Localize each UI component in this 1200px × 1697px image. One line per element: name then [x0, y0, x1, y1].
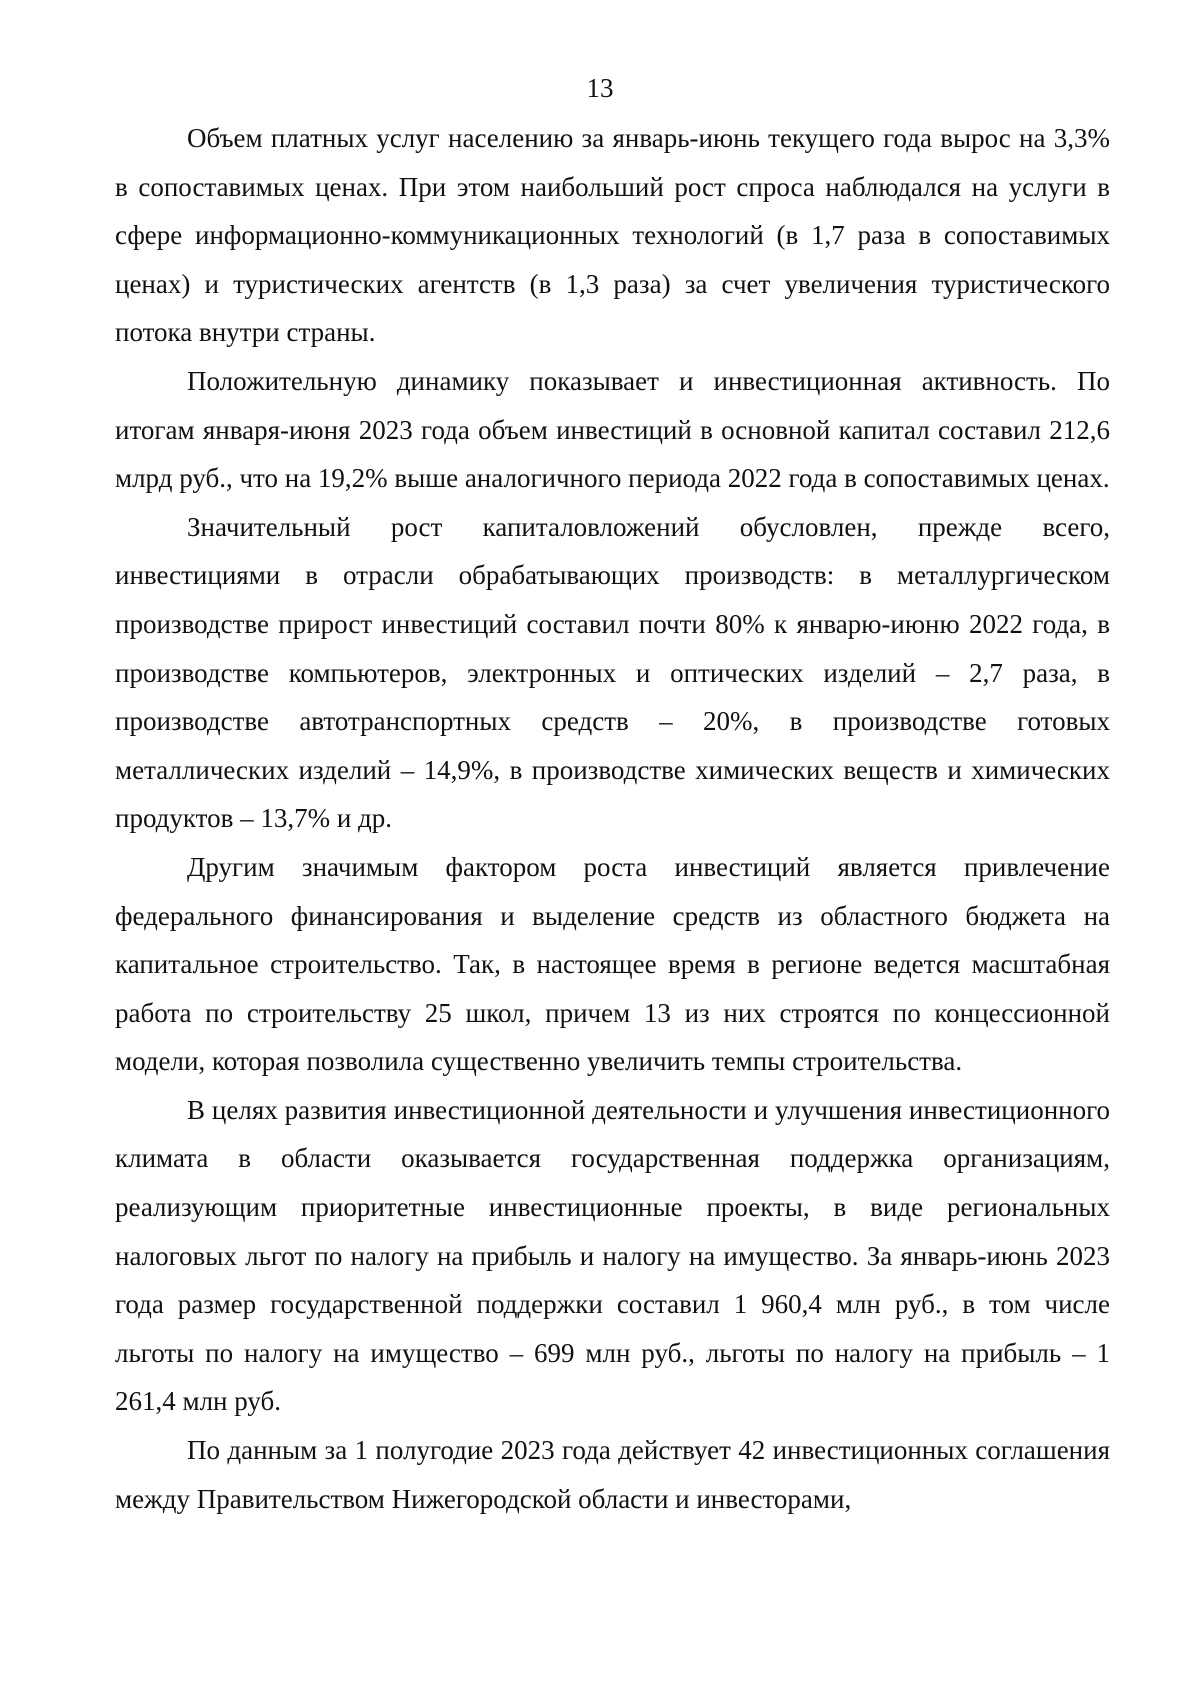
paragraph-state-support: В целях развития инвестиционной деятельности и улучшения инвестиционного климата в области оказывается государственная поддержка организациям, реализующим приоритетные инвестиционные проекты, в виде региональных налоговых льгот по налогу на прибыль и налогу на имущество. За январь-июнь 2023 года размер государственной поддержки составил 1 960,4 млн руб., в том числе льготы по налогу на имущество – 699 млн руб., льготы по налогу на прибыль – 1 261,4 млн руб. [115, 1094, 1110, 1417]
paragraph-investment-agreements: По данным за 1 полугодие 2023 года действует 42 инвестиционных соглашения между Правительством Нижегородской области и инвесторами, [115, 1435, 1110, 1514]
paragraph-investment-activity: Положительную динамику показывает и инвестиционная активность. По итогам января-июня 2023 года объем инвестиций в основной капитал составил 212,6 млрд руб., что на 19,2% выше аналогичного периода 2022 года в сопоставимых ценах. [115, 365, 1110, 494]
body-text [115, 114, 1110, 1523]
paragraph-paid-services: Объем платных услуг населению за январь-июнь текущего года вырос на 3,3% в сопоставимых ценах. При этом наибольший рост спроса наблюдался на услуги в сфере информационно-коммуникационных технологий (в 1,7 раза в сопоставимых ценах) и туристических агентств (в 1,3 раза) за счет увеличения туристического потока внутри страны. [115, 123, 1110, 348]
paragraph-capital-investment-growth: Значительный рост капиталовложений обусловлен, прежде всего, инвестициями в отрасли обрабатывающих производств: в металлургическом производстве прирост инвестиций составил почти 80% к январю-июню 2022 года, в производстве компьютеров, электронных и оптических изделий – 2,7 раза, в производстве автотранспортных средств – 20%, в производстве готовых металлических изделий – 14,9%, в производстве химических веществ и химических продуктов – 13,7% и др. [115, 511, 1110, 834]
page-number: 13 [586, 73, 614, 103]
paragraph-federal-financing: Другим значимым фактором роста инвестиций является привлечение федерального финансирования и выделение средств из областного бюджета на капитальное строительство. Так, в настоящее время в регионе ведется масштабная работа по строительству 25 школ, причем 13 из них строятся по концессионной модели, которая позволила существенно увеличить темпы строительства. [115, 851, 1110, 1077]
